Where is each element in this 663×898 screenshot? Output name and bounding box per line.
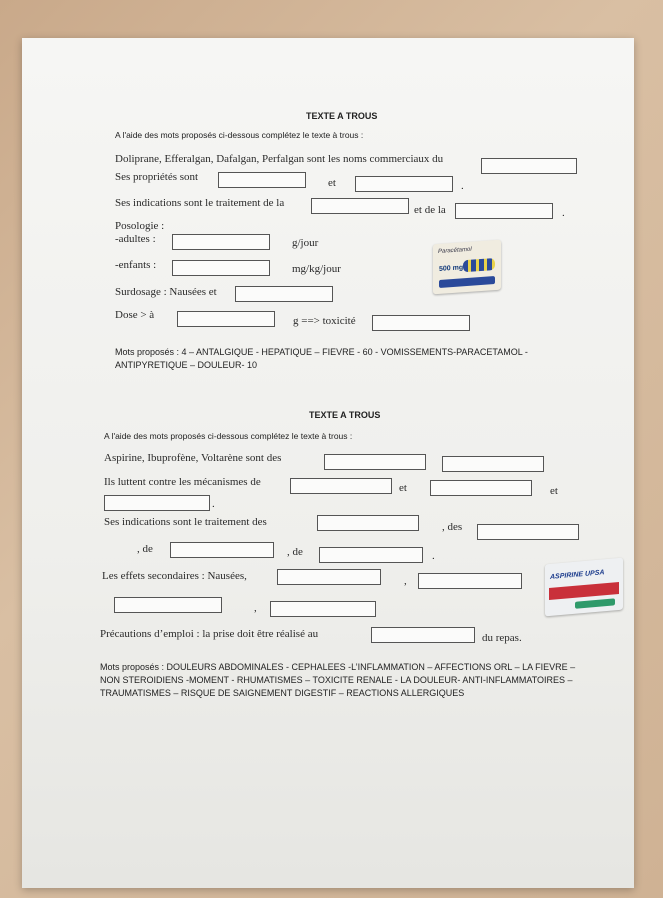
s1-line2-b: et <box>328 177 336 189</box>
s2-blank-1[interactable] <box>324 454 426 470</box>
s1-line3-b: et de la <box>414 204 446 216</box>
s1-enfants-label: -enfants : <box>115 259 157 271</box>
s2-line4-b: , de <box>287 546 303 558</box>
s2-blank-8[interactable] <box>170 542 274 558</box>
paracetamol-box-image <box>433 240 501 295</box>
s1-blank-surdosage[interactable] <box>235 286 333 302</box>
s1-blank-5[interactable] <box>455 203 553 219</box>
s2-line7-a: Précautions d’emploi : la prise doit être réalisé au <box>100 628 319 640</box>
paracetamol-brand: Paracétamol <box>438 246 472 256</box>
s1-line2-a: Ses propriétés sont <box>115 171 199 183</box>
s2-blank-2[interactable] <box>442 456 544 472</box>
s2-line6-a: , <box>254 602 257 614</box>
s2-line3-a: Ses indications sont le traitement des <box>104 516 267 528</box>
section2-title: TEXTE A TROUS <box>309 410 381 420</box>
s1-adultes-label: -adultes : <box>115 233 156 245</box>
s1-blank-dose[interactable] <box>177 311 275 327</box>
s2-line2-b: et <box>399 482 407 494</box>
section1-instructions: A l'aide des mots proposés ci-dessous complétez le texte à trous : <box>115 130 364 140</box>
s1-blank-enfants[interactable] <box>172 260 270 276</box>
s2-blank-14[interactable] <box>371 627 475 643</box>
s1-line3-a: Ses indications sont le traitement de la <box>115 197 285 209</box>
s2-line3-b: , des <box>442 521 463 533</box>
s1-blank-adultes[interactable] <box>172 234 270 250</box>
s2-line1: Aspirine, Ibuprofène, Voltarène sont des <box>104 452 282 464</box>
s2-blank-9[interactable] <box>319 547 423 563</box>
s1-enfants-unit: mg/kg/jour <box>292 263 341 275</box>
s2-line2-c: et <box>550 485 558 497</box>
s2-blank-6[interactable] <box>317 515 419 531</box>
s1-dose-unit: g ==> toxicité <box>293 315 356 327</box>
s1-posologie: Posologie : <box>115 220 165 232</box>
s2-line4-c: . <box>432 550 435 562</box>
s1-blank-1[interactable] <box>481 158 577 174</box>
s1-word-bank: Mots proposés : 4 – ANTALGIQUE - HEPATIQUE – FIEVRE - 60 - VOMISSEMENTS-PARACETAMOL - ANTIPYRETIQUE – DOULEUR- 10 <box>115 347 528 370</box>
aspirine-brand: ASPIRINE UPSA <box>550 569 605 581</box>
s2-line2-a: Ils luttent contre les mécanismes de <box>104 476 261 488</box>
s1-line1: Doliprane, Efferalgan, Dafalgan, Perfalgan sont les noms commerciaux du <box>115 153 444 165</box>
s2-blank-12[interactable] <box>114 597 222 613</box>
paracetamol-dose: 500 mg <box>439 264 464 273</box>
s1-adultes-unit: g/jour <box>292 237 319 249</box>
aspirine-box-image <box>545 558 623 617</box>
s2-word-bank: Mots proposés : DOULEURS ABDOMINALES - CEPHALEES -L’INFLAMMATION – AFFECTIONS ORL – LA FIEVRE – NON STEROIDIENS -MOMENT - RHUMATISMES – TOXICITE RENALE - LA DOULEUR- ANTI-INFLAMMATOIRES – TRAUMATISMES – RISQUE DE SAIGNEMENT DIGESTIF – REACTIONS ALLERGIQUES <box>100 662 576 698</box>
s1-line3-c: . <box>562 207 565 219</box>
s2-line5-b: , <box>404 575 407 587</box>
s1-dose-label: Dose > à <box>115 309 155 321</box>
aspirine-green-band <box>575 598 615 608</box>
s1-line2-c: . <box>461 180 464 192</box>
s2-blank-13[interactable] <box>270 601 376 617</box>
s2-line4-a: , de <box>137 543 153 555</box>
s1-surdosage: Surdosage : Nausées et <box>115 286 217 298</box>
s2-line7-b: du repas. <box>482 632 522 644</box>
s1-blank-toxicite[interactable] <box>372 315 470 331</box>
s1-blank-2[interactable] <box>218 172 306 188</box>
aspirine-red-band <box>549 582 619 600</box>
s2-blank-7[interactable] <box>477 524 579 540</box>
s2-blank-10[interactable] <box>277 569 381 585</box>
s1-blank-4[interactable] <box>311 198 409 214</box>
s2-blank-5[interactable] <box>104 495 210 511</box>
s2-line2-d: . <box>212 498 215 510</box>
box-strip <box>439 276 495 288</box>
s2-blank-4[interactable] <box>430 480 532 496</box>
s1-blank-3[interactable] <box>355 176 453 192</box>
s2-blank-3[interactable] <box>290 478 392 494</box>
worksheet-paper <box>22 38 634 888</box>
s2-line5-a: Les effets secondaires : Nausées, <box>102 570 247 582</box>
section1-title: TEXTE A TROUS <box>306 111 378 121</box>
pills-graphic <box>463 258 495 272</box>
section2-instructions: A l'aide des mots proposés ci-dessous complétez le texte à trous : <box>104 431 353 441</box>
s2-blank-11[interactable] <box>418 573 522 589</box>
